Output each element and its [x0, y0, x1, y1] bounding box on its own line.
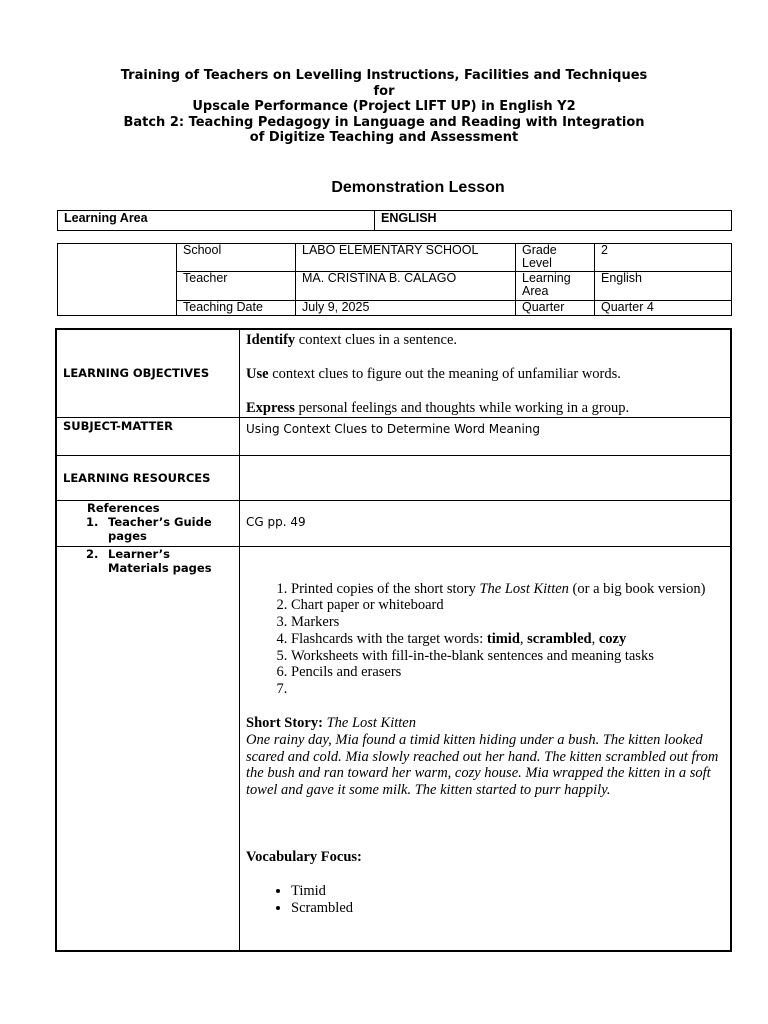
header-line-3: Upscale Performance (Project LIFT UP) in English Y2	[192, 99, 576, 115]
quarter-label: Quarter	[516, 301, 595, 316]
materials-item: 2. Chart paper or whiteboard	[291, 597, 724, 614]
header-line-5: of Digitize Teaching and Assessment	[249, 130, 519, 146]
header-line-4: Batch 2: Teaching Pedagogy in Language and Reading with Integration	[123, 114, 645, 130]
learning-resources-value	[240, 455, 732, 500]
vocabulary-item: • Timid	[291, 883, 724, 900]
materials-item: 3. Markers	[291, 614, 724, 631]
learners-materials-item: 2. Learner’s Materials pages	[86, 546, 212, 575]
materials-item: 5. Worksheets with fill-in-the-blank sentences and meaning tasks	[291, 648, 724, 665]
materials-content	[240, 546, 732, 951]
grade-level-label: Grade Level	[516, 244, 595, 272]
header-line-1: Training of Teachers on Levelling Instructions, Facilities and Techniques	[120, 68, 648, 83]
vocabulary-list	[246, 883, 724, 917]
teaching-date-value: July 9, 2025	[296, 301, 516, 316]
teachers-guide-item: 1. Teacher’s Guide pages	[86, 514, 212, 543]
materials-item: 4. Flashcards with the target words: timid, scrambled, cozy	[291, 631, 724, 648]
lesson-info-table	[57, 243, 732, 316]
info-learning-area-label: Learning Area	[516, 272, 595, 301]
objectives-content	[240, 329, 732, 417]
materials-item: 1. Printed copies of the short story The Lost Kitten (or a big book version)	[291, 581, 724, 598]
school-value: LABO ELEMENTARY SCHOOL	[296, 244, 516, 272]
objective-item: Use context clues to figure out the meaning of unfamiliar words.	[246, 365, 621, 382]
vocabulary-item: • Scrambled	[291, 900, 724, 917]
document-header	[0, 68, 768, 146]
objective-item: Identify context clues in a sentence.	[246, 332, 458, 348]
vocabulary-focus-heading: Vocabulary Focus:	[246, 849, 362, 866]
teacher-value: MA. CRISTINA B. CALAGO	[296, 272, 516, 301]
materials-item: 6. Pencils and erasers	[291, 664, 724, 681]
references-cell	[56, 500, 240, 546]
objective-item: Express personal feelings and thoughts while working in a group.	[246, 399, 630, 416]
header-line-2: for	[373, 83, 395, 99]
references-label: References	[87, 500, 160, 515]
grade-level-value: 2	[595, 244, 732, 272]
document-title: Demonstration Lesson	[331, 179, 505, 196]
learners-materials-cell	[56, 546, 240, 951]
school-label: School	[177, 244, 296, 272]
subject-matter-label: SUBJECT-MATTER	[56, 417, 240, 455]
teacher-label: Teacher	[177, 272, 296, 301]
learning-area-table	[57, 210, 732, 231]
objectives-label: LEARNING OBJECTIVES	[56, 329, 240, 417]
teaching-date-label: Teaching Date	[177, 301, 296, 316]
teachers-guide-value: CG pp. 49	[240, 500, 732, 546]
learning-area-value: ENGLISH	[375, 211, 732, 231]
lesson-plan-table	[55, 328, 732, 952]
info-learning-area-value: English	[595, 272, 732, 301]
info-blank-cell	[58, 244, 177, 316]
short-story-text: One rainy day, Mia found a timid kitten hiding under a bush. The kitten looked scared and cold. Mia slowly reached out her hand. The kitten scrambled out from the bush and ran toward her warm, cozy house. Mia wrapped the kitten in a soft towel and gave it some milk. The kitten started to purr happily.	[246, 731, 719, 799]
materials-list	[246, 581, 724, 699]
learning-area-label: Learning Area	[58, 211, 375, 231]
learning-resources-label: LEARNING RESOURCES	[56, 455, 240, 500]
subject-matter-value: Using Context Clues to Determine Word Meaning	[240, 417, 732, 455]
quarter-value: Quarter 4	[595, 301, 732, 316]
materials-item	[291, 681, 724, 698]
short-story-heading: Short Story: The Lost Kitten	[246, 715, 416, 732]
